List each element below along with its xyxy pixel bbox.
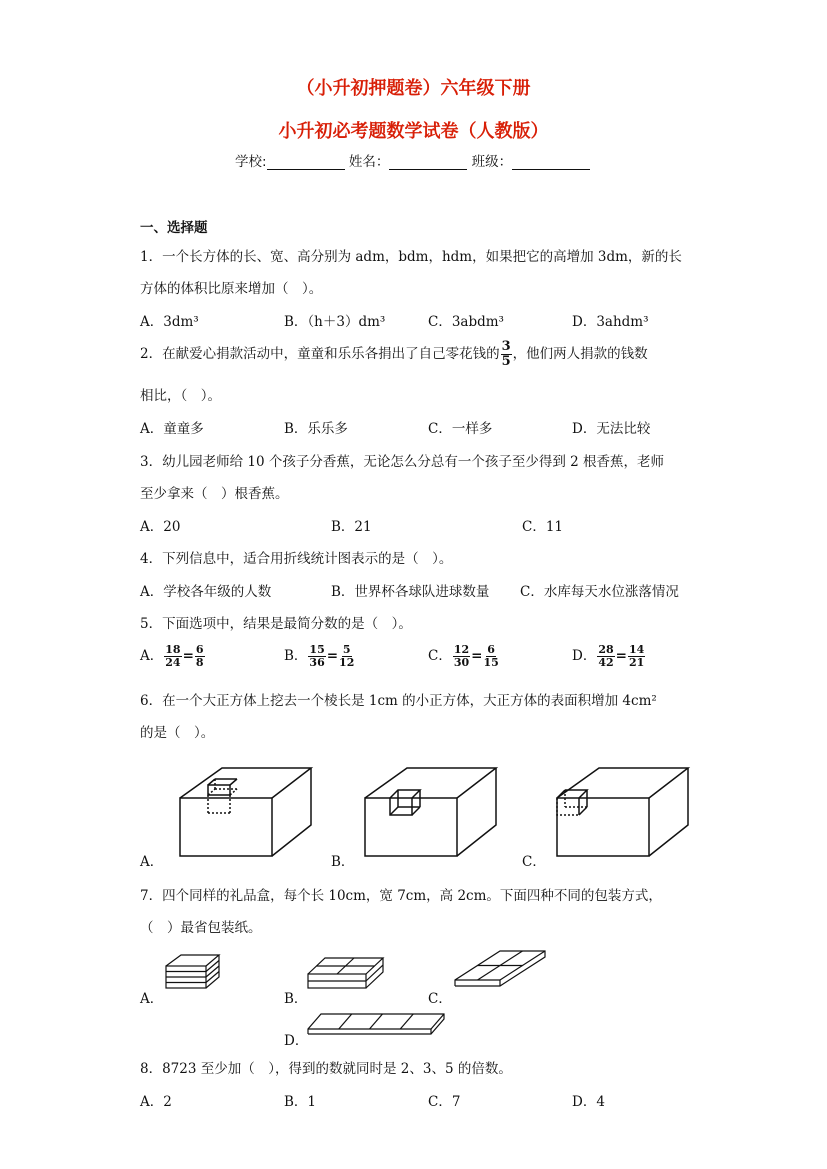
q5-b-n1: 15 (309, 643, 325, 656)
q3-option-b[interactable]: B．21 (331, 519, 372, 535)
q5-b-d1: 36 (309, 656, 325, 669)
q5-c-label: C． (428, 648, 452, 664)
q1-option-c[interactable]: C．3abdm³ (428, 314, 504, 330)
q1-line1: 1．一个长方体的长、宽、高分别为 adm，bdm，hdm，如果把它的高增加 3dm，新的长 (140, 249, 682, 265)
class-blank[interactable] (512, 155, 590, 170)
q5-a-frac2 (195, 644, 205, 669)
q8-option-d[interactable]: D．4 (572, 1094, 605, 1110)
q5-option-c[interactable] (428, 644, 500, 669)
q2-frac-den: 5 (501, 354, 511, 369)
name-label: 姓名： (348, 154, 390, 170)
q2-frac-num: 3 (501, 339, 511, 354)
q7-option-d[interactable]: D． (284, 1033, 309, 1049)
q6-cube-c-figure (552, 765, 692, 860)
q2-line1 (140, 340, 648, 369)
q3-option-a[interactable]: A．20 (140, 519, 181, 535)
q4-option-b[interactable]: B．世界杯各球队进球数量 (331, 584, 490, 600)
exam-title: （小升初押题卷）六年级下册 (296, 78, 531, 99)
q5-b-eq: = (326, 648, 339, 664)
q2-line2: 相比，（ ）。 (140, 388, 221, 404)
q2-text-b: ，他们两人捐款的钱数 (512, 346, 648, 362)
q5-c-n2: 6 (487, 643, 495, 656)
q5-b-n2: 5 (342, 643, 351, 656)
exam-subtitle: 小升初必考题数学试卷（人教版） (278, 121, 549, 142)
q5-c-n1: 12 (453, 643, 470, 656)
q4-line1: 4．下列信息中，适合用折线统计图表示的是（ ）。 (140, 551, 453, 567)
q4-option-a[interactable]: A．学校各年级的人数 (140, 584, 272, 600)
q5-c-eq: = (471, 648, 483, 664)
q6-cube-a-figure (175, 765, 315, 860)
q5-d-frac2 (628, 644, 645, 669)
q7-line2: （ ）最省包装纸。 (140, 920, 262, 936)
q3-option-c[interactable]: C．11 (522, 519, 564, 535)
q5-b-frac1 (308, 644, 325, 669)
q5-d-n1: 28 (598, 643, 614, 656)
q7-two-by-two-figure (305, 954, 385, 994)
q6-line2: 的是（ ）。 (140, 725, 215, 741)
q5-option-b[interactable] (284, 644, 355, 669)
q5-a-frac1 (164, 644, 181, 669)
q2-text-a: 2．在献爱心捐款活动中，童童和乐乐各捐出了自己零花钱的 (140, 346, 500, 362)
q4-option-c[interactable]: C．水库每天水位涨落情况 (520, 584, 679, 600)
q5-a-n1: 18 (165, 643, 181, 656)
q2-fraction (501, 340, 512, 369)
q6-option-a[interactable]: A． (140, 854, 164, 870)
q6-option-c[interactable]: C． (522, 854, 546, 870)
q6-line1: 6．在一个大正方体上挖去一个棱长是 1cm 的小正方体，大正方体的表面积增加 4cm² (140, 693, 657, 709)
q5-a-d1: 24 (165, 656, 181, 669)
q2-option-a[interactable]: A．童童多 (140, 421, 204, 437)
q5-d-n2: 14 (628, 643, 645, 656)
q7-stack-figure (163, 952, 223, 997)
q5-d-eq: = (615, 648, 627, 664)
q5-a-label: A． (140, 648, 164, 664)
q5-line1: 5．下面选项中，结果是最简分数的是（ ）。 (140, 616, 412, 632)
q7-option-a[interactable]: A． (140, 991, 164, 1007)
q7-option-b[interactable]: B． (284, 991, 308, 1007)
school-blank[interactable] (267, 155, 345, 170)
q2-option-b[interactable]: B．乐乐多 (284, 421, 348, 437)
q7-row-of-four-figure (305, 1010, 447, 1040)
q5-option-a[interactable] (140, 644, 206, 669)
q1-line2: 方体的体积比原来增加（ ）。 (140, 281, 323, 297)
q5-d-d1: 42 (598, 656, 614, 669)
q5-d-frac1 (597, 644, 614, 669)
q1-option-d[interactable]: D．3ahdm³ (572, 314, 649, 330)
q5-c-frac1 (453, 644, 470, 669)
q7-flat-square-figure (452, 948, 548, 994)
q5-option-d[interactable] (572, 644, 646, 669)
q7-line1: 7．四个同样的礼品盒，每个长 10cm，宽 7cm，高 2cm。下面四种不同的包装方式， (140, 888, 662, 904)
q5-b-d2: 12 (339, 656, 355, 669)
q2-option-c[interactable]: C．一样多 (428, 421, 493, 437)
q6-cube-b-figure (360, 765, 500, 860)
q5-d-label: D． (572, 648, 597, 664)
q7-option-c[interactable]: C． (428, 991, 452, 1007)
q5-b-label: B． (284, 648, 308, 664)
q6-option-b[interactable]: B． (331, 854, 355, 870)
q5-c-d1: 30 (453, 656, 470, 669)
school-label: 学校: (235, 154, 267, 170)
student-info (235, 150, 590, 170)
q2-option-d[interactable]: D．无法比较 (572, 421, 651, 437)
q1-option-a[interactable]: A．3dm³ (140, 314, 199, 330)
q8-option-b[interactable]: B．1 (284, 1094, 317, 1110)
q8-option-c[interactable]: C．7 (428, 1094, 461, 1110)
q5-c-frac2 (483, 644, 498, 669)
q8-option-a[interactable]: A．2 (140, 1094, 172, 1110)
q5-a-n2: 6 (195, 643, 204, 656)
q8-line1: 8．8723 至少加（ ），得到的数就同时是 2、3、5 的倍数。 (140, 1061, 512, 1077)
q3-line1: 3．幼儿园老师给 10 个孩子分香蕉，无论怎么分总有一个孩子至少得到 2 根香蕉，老师 (140, 454, 665, 470)
q5-c-d2: 15 (483, 656, 499, 669)
q5-d-d2: 21 (628, 656, 645, 669)
q5-b-frac2 (339, 644, 354, 669)
q3-line2: 至少拿来（ ）根香蕉。 (140, 486, 289, 502)
name-blank[interactable] (389, 155, 467, 170)
q1-option-b[interactable]: B．（h＋3）dm³ (284, 314, 386, 330)
q5-a-d2: 8 (195, 656, 204, 669)
class-label: 班级： (471, 154, 513, 170)
section-heading: 一、选择题 (140, 220, 208, 236)
q5-a-eq: = (182, 648, 194, 664)
